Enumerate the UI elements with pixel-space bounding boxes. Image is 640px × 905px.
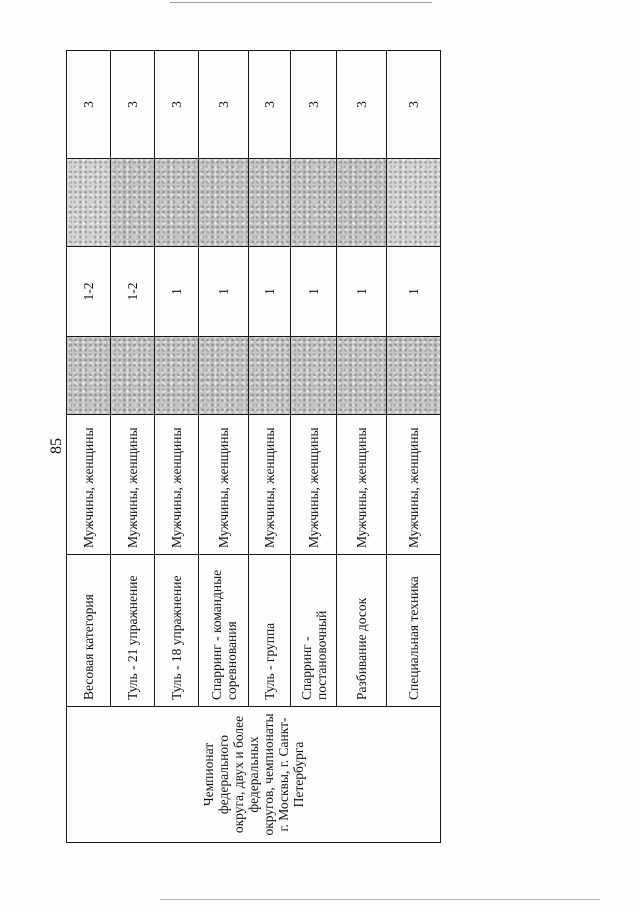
gender-cell: Мужчины, женщины [249, 415, 291, 555]
count-cell: 3 [337, 51, 387, 159]
page-number: 85 [48, 438, 65, 454]
shaded-cell [67, 337, 111, 415]
shaded-cell [199, 337, 249, 415]
shaded-cell [249, 159, 291, 247]
shaded-cell [155, 337, 199, 415]
shaded-cell [291, 337, 337, 415]
places-cell: 1 [155, 247, 199, 337]
shaded-cell [155, 159, 199, 247]
competition-level-cell: Чемпионат федерального округа, двух и более федеральных округов, чемпионаты г. Москвы, г. Санкт-Петербурга [67, 707, 441, 843]
count-cell: 3 [155, 51, 199, 159]
gender-cell: Мужчины, женщины [67, 415, 111, 555]
places-cell: 1 [249, 247, 291, 337]
gender-cell: Мужчины, женщины [337, 415, 387, 555]
gender-cell: Мужчины, женщины [387, 415, 441, 555]
shaded-cell [337, 159, 387, 247]
count-cell: 3 [111, 51, 155, 159]
shaded-cell [67, 159, 111, 247]
discipline-cell: Весовая категория [67, 555, 111, 707]
shaded-cell [337, 337, 387, 415]
count-cell: 3 [387, 51, 441, 159]
table-row [67, 51, 111, 843]
places-cell: 1 [387, 247, 441, 337]
shaded-cell [111, 159, 155, 247]
discipline-cell: Разбивание досок [337, 555, 387, 707]
scan-edge-bottom [160, 899, 600, 900]
count-cell: 3 [199, 51, 249, 159]
discipline-cell: Туль - 18 упражнение [155, 555, 199, 707]
shaded-cell [111, 337, 155, 415]
places-cell: 1 [291, 247, 337, 337]
rotated-content [48, 51, 440, 843]
gender-cell: Мужчины, женщины [111, 415, 155, 555]
discipline-cell: Туль - 21 упражнение [111, 555, 155, 707]
count-cell: 3 [291, 51, 337, 159]
shaded-cell [291, 159, 337, 247]
discipline-cell: Спарринг - постановочный [291, 555, 337, 707]
gender-cell: Мужчины, женщины [155, 415, 199, 555]
places-cell: 1-2 [111, 247, 155, 337]
discipline-cell: Спарринг - командные соревнования [199, 555, 249, 707]
discipline-cell: Туль - группа [249, 555, 291, 707]
count-cell: 3 [249, 51, 291, 159]
scan-edge-top [170, 2, 432, 3]
places-cell: 1 [199, 247, 249, 337]
count-cell: 3 [67, 51, 111, 159]
gender-cell: Мужчины, женщины [199, 415, 249, 555]
places-cell: 1-2 [67, 247, 111, 337]
shaded-cell [387, 159, 441, 247]
places-cell: 1 [337, 247, 387, 337]
gender-cell: Мужчины, женщины [291, 415, 337, 555]
competition-table [66, 50, 441, 843]
discipline-cell: Специальная техника [387, 555, 441, 707]
shaded-cell [249, 337, 291, 415]
shaded-cell [387, 337, 441, 415]
shaded-cell [199, 159, 249, 247]
